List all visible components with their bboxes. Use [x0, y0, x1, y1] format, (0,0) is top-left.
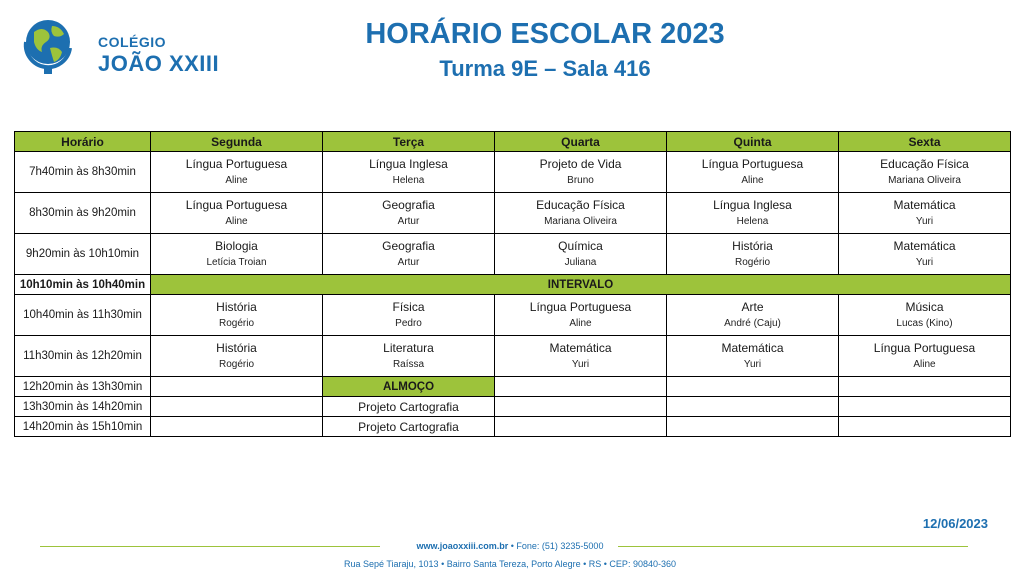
time-cell: 8h30min às 9h20min — [15, 193, 151, 234]
col-header-friday: Sexta — [839, 132, 1011, 152]
table-row — [15, 397, 1011, 417]
class-cell — [667, 295, 839, 336]
subject: Matemática — [549, 341, 612, 355]
class-cell — [495, 152, 667, 193]
subject: Educação Física — [536, 198, 625, 212]
teacher: Helena — [736, 216, 769, 227]
break-time-cell: 10h10min às 10h40min — [15, 275, 151, 295]
footer-contact — [300, 541, 720, 551]
time-cell: 7h40min às 8h30min — [15, 152, 151, 193]
page-title: HORÁRIO ESCOLAR 2023 — [365, 18, 725, 50]
class-cell — [151, 295, 323, 336]
subject: Matemática — [893, 198, 956, 212]
class-cell — [323, 295, 495, 336]
logo-line2: JOÃO XXIII — [98, 51, 220, 76]
teacher: Artur — [397, 257, 420, 268]
table-row — [15, 295, 1011, 336]
class-cell — [323, 234, 495, 275]
teacher: Artur — [397, 216, 420, 227]
teacher: Bruno — [567, 175, 594, 186]
subject: Arte — [741, 300, 764, 314]
website-link[interactable]: www.joaoxxiii.com.br — [416, 541, 509, 551]
teacher: Lucas (Kino) — [896, 318, 953, 329]
empty-cell — [151, 397, 323, 417]
date-label: 12/06/2023 — [922, 516, 988, 531]
header-row — [15, 132, 1011, 152]
subject: Matemática — [893, 239, 956, 253]
subject: Língua Inglesa — [369, 157, 448, 171]
subject: Matemática — [721, 341, 784, 355]
break-label: INTERVALO — [151, 275, 1011, 295]
table-row — [15, 193, 1011, 234]
class-cell: Projeto Cartografia — [323, 397, 495, 417]
teacher: Yuri — [915, 216, 934, 227]
empty-cell — [839, 417, 1011, 437]
class-cell — [667, 193, 839, 234]
empty-cell — [495, 417, 667, 437]
teacher: Aline — [569, 318, 592, 329]
time-cell: 11h30min às 12h20min — [15, 336, 151, 377]
teacher: Mariana Oliveira — [888, 175, 961, 186]
subject: Língua Portuguesa — [185, 157, 288, 171]
teacher: Aline — [225, 216, 248, 227]
time-cell: 12h20min às 13h30min — [15, 377, 151, 397]
break-row — [15, 275, 1011, 295]
table-row — [15, 152, 1011, 193]
class-cell — [839, 295, 1011, 336]
class-cell — [839, 234, 1011, 275]
class-cell — [495, 336, 667, 377]
phone-text: • Fone: (51) 3235-5000 — [510, 541, 604, 551]
col-header-tuesday: Terça — [323, 132, 495, 152]
subject: Língua Portuguesa — [529, 300, 632, 314]
teacher: Helena — [392, 175, 425, 186]
school-logo — [20, 14, 220, 78]
subject: Língua Portuguesa — [185, 198, 288, 212]
class-cell — [495, 295, 667, 336]
teacher: Rogério — [218, 318, 255, 329]
subject: História — [732, 239, 773, 253]
teacher: Yuri — [915, 257, 934, 268]
class-cell — [323, 336, 495, 377]
class-cell — [151, 336, 323, 377]
subject: Projeto de Vida — [539, 157, 622, 171]
col-header-wednesday: Quarta — [495, 132, 667, 152]
teacher: Letícia Troian — [206, 257, 267, 268]
class-cell — [667, 152, 839, 193]
teacher: Rogério — [218, 359, 255, 370]
empty-cell — [667, 377, 839, 397]
lunch-row — [15, 377, 1011, 397]
page-subtitle: Turma 9E – Sala 416 — [439, 56, 651, 81]
empty-cell — [667, 417, 839, 437]
class-cell — [151, 193, 323, 234]
col-header-thursday: Quinta — [667, 132, 839, 152]
subject: Educação Física — [880, 157, 969, 171]
time-cell: 13h30min às 14h20min — [15, 397, 151, 417]
table-row — [15, 234, 1011, 275]
teacher: André (Caju) — [724, 318, 781, 329]
empty-cell — [495, 377, 667, 397]
empty-cell — [667, 397, 839, 417]
teacher: Aline — [225, 175, 248, 186]
teacher: Yuri — [743, 359, 762, 370]
subject: Língua Portuguesa — [873, 341, 976, 355]
time-cell: 9h20min às 10h10min — [15, 234, 151, 275]
teacher: Rogério — [734, 257, 771, 268]
subject: Física — [392, 300, 425, 314]
class-cell: Projeto Cartografia — [323, 417, 495, 437]
class-cell — [323, 152, 495, 193]
teacher: Juliana — [564, 257, 597, 268]
subject: Biologia — [215, 239, 258, 253]
subject: Língua Inglesa — [713, 198, 792, 212]
globe-icon — [20, 14, 84, 78]
teacher: Yuri — [571, 359, 590, 370]
subject: Química — [558, 239, 603, 253]
subject: Música — [905, 300, 944, 314]
class-cell — [151, 152, 323, 193]
teacher: Mariana Oliveira — [544, 216, 617, 227]
subject: História — [216, 341, 257, 355]
class-cell — [667, 336, 839, 377]
table-row — [15, 417, 1011, 437]
empty-cell — [151, 417, 323, 437]
class-cell — [839, 336, 1011, 377]
class-cell — [839, 193, 1011, 234]
empty-cell — [839, 397, 1011, 417]
teacher: Aline — [913, 359, 936, 370]
class-cell — [839, 152, 1011, 193]
col-header-monday: Segunda — [151, 132, 323, 152]
empty-cell — [495, 397, 667, 417]
lunch-label: ALMOÇO — [323, 377, 495, 397]
table-row — [15, 336, 1011, 377]
col-header-time: Horário — [15, 132, 151, 152]
time-cell: 14h20min às 15h10min — [15, 417, 151, 437]
subject: História — [216, 300, 257, 314]
subject: Literatura — [383, 341, 434, 355]
class-cell — [495, 234, 667, 275]
class-cell — [151, 234, 323, 275]
logo-line1: COLÉGIO — [98, 34, 167, 50]
class-cell — [323, 193, 495, 234]
empty-cell — [839, 377, 1011, 397]
time-cell: 10h40min às 11h30min — [15, 295, 151, 336]
class-cell — [667, 234, 839, 275]
footer-address: Rua Sepé Tiaraju, 1013 • Bairro Santa Tereza, Porto Alegre • RS • CEP: 90840-360 — [344, 559, 676, 569]
teacher: Aline — [741, 175, 764, 186]
subject: Geografia — [382, 198, 435, 212]
empty-cell — [151, 377, 323, 397]
subject: Geografia — [382, 239, 435, 253]
teacher: Raíssa — [392, 359, 425, 370]
subject: Língua Portuguesa — [701, 157, 804, 171]
schedule-table — [14, 131, 1011, 437]
teacher: Pedro — [395, 318, 422, 329]
class-cell — [495, 193, 667, 234]
